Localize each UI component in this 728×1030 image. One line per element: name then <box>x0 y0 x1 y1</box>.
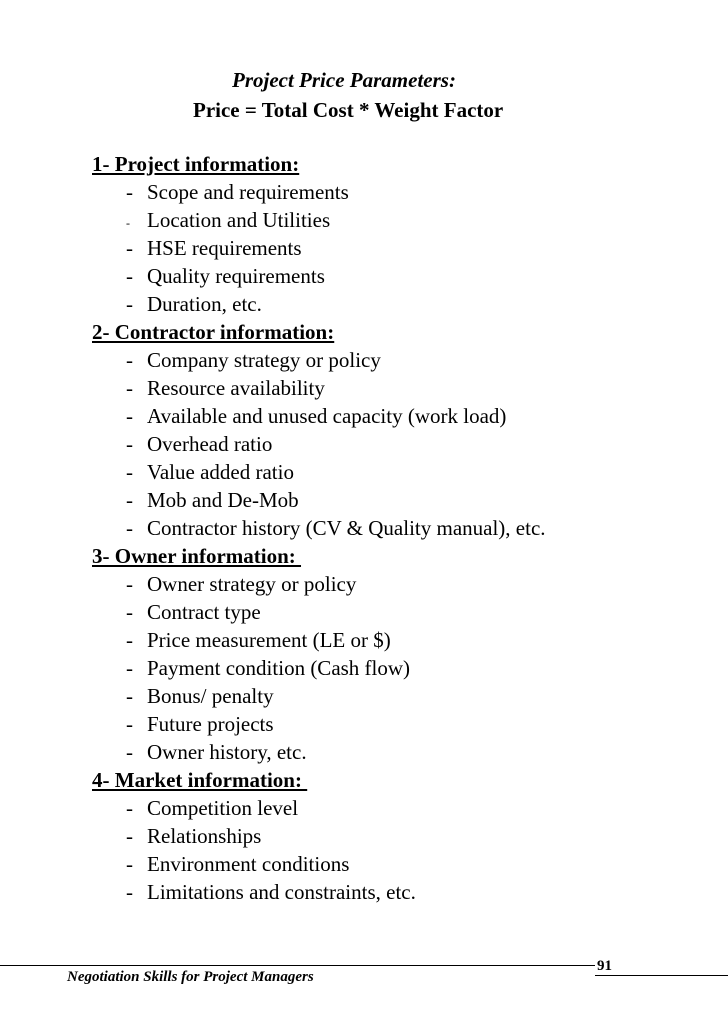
list-item <box>92 626 712 654</box>
bullet-dash: - <box>126 880 133 904</box>
bullet-dash: - <box>126 376 133 400</box>
bullet-dash: - <box>126 572 133 596</box>
list-item-text: Competition level <box>147 796 299 820</box>
bullet-dash: - <box>126 516 133 540</box>
list-item-text: Price measurement (LE or $) <box>147 628 391 652</box>
list-item <box>92 430 712 458</box>
list-item-text: Environment conditions <box>147 852 350 876</box>
list-item-text: Future projects <box>147 712 274 736</box>
list-item <box>92 654 712 682</box>
bullet-dash: - <box>126 264 133 288</box>
parameters-list <box>92 150 712 906</box>
bullet-dash: - <box>126 796 133 820</box>
bullet-dash: - <box>126 236 133 260</box>
page-number: 91 <box>597 958 612 974</box>
list-item-text: Available and unused capacity (work load) <box>147 404 507 428</box>
list-item-text: Value added ratio <box>147 460 294 484</box>
bullet-dash: - <box>126 216 130 230</box>
list-item <box>92 178 712 206</box>
page-title: Project Price Parameters: <box>232 68 456 92</box>
list-item <box>92 458 712 486</box>
bullet-dash: - <box>126 712 133 736</box>
list-item <box>92 486 712 514</box>
bullet-dash: - <box>126 740 133 764</box>
section-heading: 2- Contractor information: <box>92 320 335 344</box>
footer-rule-left <box>0 965 595 966</box>
list-item <box>92 234 712 262</box>
list-item <box>92 374 712 402</box>
list-item <box>92 850 712 878</box>
bullet-dash: - <box>126 180 133 204</box>
bullet-dash: - <box>126 656 133 680</box>
list-item-text: Quality requirements <box>147 264 325 288</box>
list-item <box>92 878 712 906</box>
list-item-text: Bonus/ penalty <box>147 684 274 708</box>
list-item <box>92 570 712 598</box>
list-item-text: HSE requirements <box>147 236 302 260</box>
bullet-dash: - <box>126 684 133 708</box>
list-item <box>92 290 712 318</box>
list-item <box>92 514 712 542</box>
bullet-dash: - <box>126 348 133 372</box>
footer-book-title: Negotiation Skills for Project Managers <box>67 969 314 985</box>
bullet-dash: - <box>126 404 133 428</box>
list-item <box>92 822 712 850</box>
bullet-dash: - <box>126 600 133 624</box>
list-item-text: Mob and De-Mob <box>147 488 299 512</box>
list-item <box>92 598 712 626</box>
list-item-text: Duration, etc. <box>147 292 262 316</box>
list-item <box>92 738 712 766</box>
list-item-text: Limitations and constraints, etc. <box>147 880 416 904</box>
list-item-text: Contractor history (CV & Quality manual), etc. <box>147 516 546 540</box>
bullet-dash: - <box>126 824 133 848</box>
list-item <box>92 346 712 374</box>
bullet-dash: - <box>126 292 133 316</box>
bullet-dash: - <box>126 432 133 456</box>
list-item-text: Relationships <box>147 824 262 848</box>
price-formula: Price = Total Cost * Weight Factor <box>193 98 504 122</box>
section-heading: 1- Project information: <box>92 152 300 176</box>
bullet-dash: - <box>126 628 133 652</box>
list-item <box>92 262 712 290</box>
list-item <box>92 206 712 234</box>
list-item-text: Location and Utilities <box>147 208 331 232</box>
list-item <box>92 682 712 710</box>
list-item-text: Payment condition (Cash flow) <box>147 656 411 680</box>
section-heading: 3- Owner information: <box>92 544 302 568</box>
bullet-dash: - <box>126 852 133 876</box>
list-item-text: Owner strategy or policy <box>147 572 357 596</box>
list-item-text: Company strategy or policy <box>147 348 381 372</box>
list-item-text: Owner history, etc. <box>147 740 307 764</box>
list-item-text: Scope and requirements <box>147 180 349 204</box>
list-item <box>92 710 712 738</box>
list-item-text: Overhead ratio <box>147 432 273 456</box>
list-item <box>92 402 712 430</box>
bullet-dash: - <box>126 460 133 484</box>
footer-rule-right <box>595 975 728 976</box>
list-item <box>92 794 712 822</box>
bullet-dash: - <box>126 488 133 512</box>
section-heading: 4- Market information: <box>92 768 308 792</box>
list-item-text: Contract type <box>147 600 261 624</box>
list-item-text: Resource availability <box>147 376 325 400</box>
